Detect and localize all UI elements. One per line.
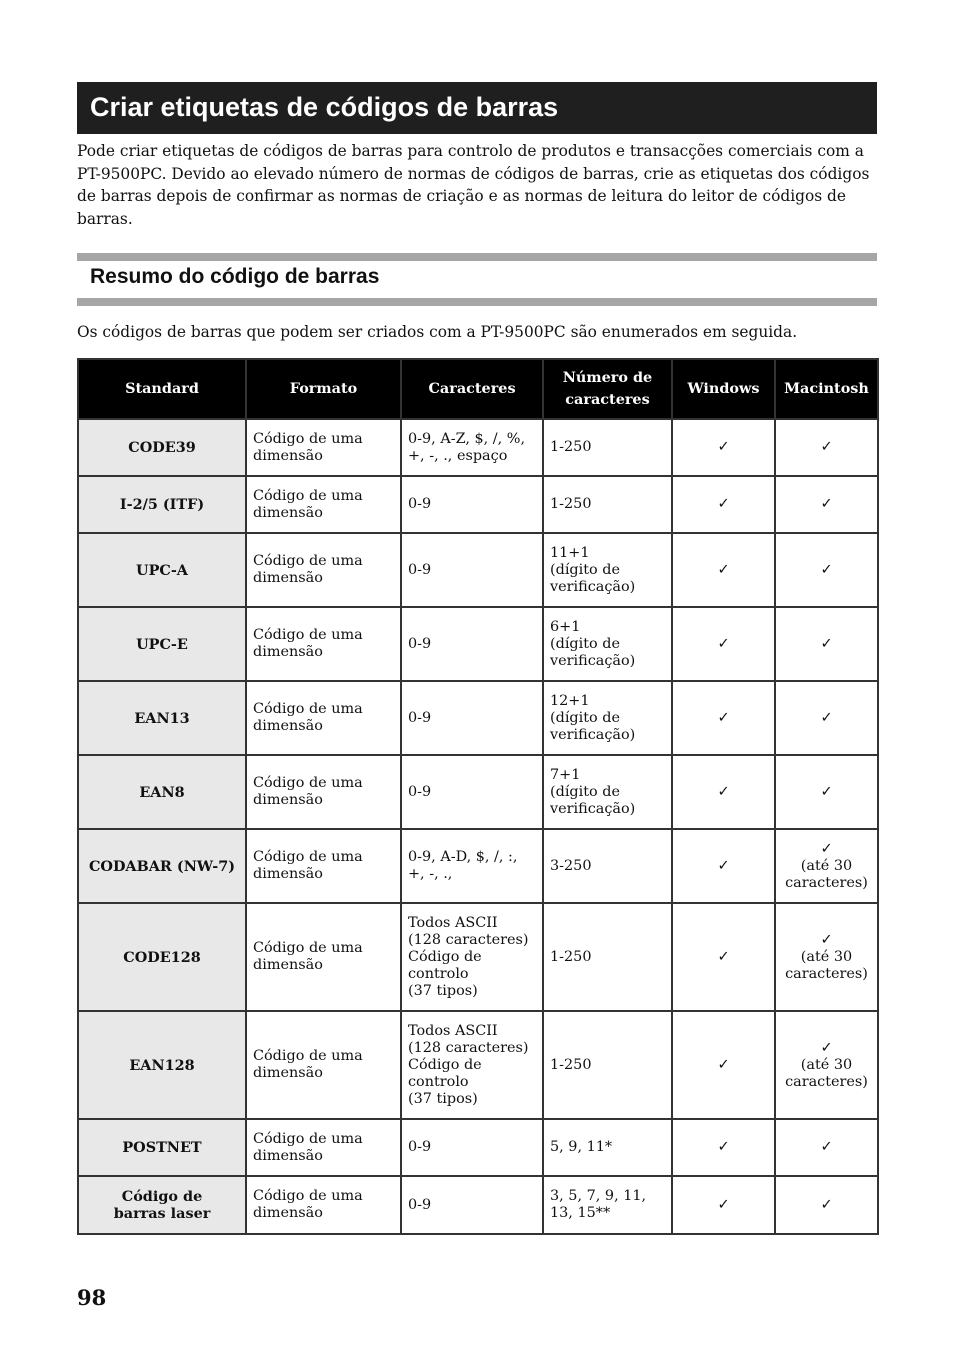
table-row xyxy=(78,607,878,681)
cell-standard: UPC-E xyxy=(78,607,246,681)
header-macintosh: Macintosh xyxy=(775,359,878,419)
cell-char-count: 7+1 (dígito de verificação) xyxy=(543,755,672,829)
header-characters: Caracteres xyxy=(401,359,543,419)
cell-format: Código de uma dimensão xyxy=(246,681,401,755)
cell-characters: 0-9 xyxy=(401,476,543,533)
cell-mac-check: ✓ xyxy=(775,419,878,476)
cell-characters: 0-9 xyxy=(401,607,543,681)
cell-mac-check: ✓ xyxy=(775,681,878,755)
cell-mac-check: ✓ xyxy=(775,476,878,533)
table-row xyxy=(78,1176,878,1234)
page-number: 98 xyxy=(77,1285,107,1310)
cell-mac-check: ✓ xyxy=(775,1176,878,1234)
cell-char-count: 12+1 (dígito de verificação) xyxy=(543,681,672,755)
cell-standard: EAN13 xyxy=(78,681,246,755)
table-row xyxy=(78,903,878,1011)
barcode-table xyxy=(77,358,879,1235)
cell-characters: Todos ASCII (128 caracteres) Código de controlo (37 tipos) xyxy=(401,903,543,1011)
cell-format: Código de uma dimensão xyxy=(246,829,401,903)
cell-characters: 0-9 xyxy=(401,755,543,829)
cell-mac-check: ✓ (até 30 caracteres) xyxy=(775,829,878,903)
header-standard: Standard xyxy=(78,359,246,419)
cell-standard: EAN128 xyxy=(78,1011,246,1119)
cell-mac-check: ✓ (até 30 caracteres) xyxy=(775,903,878,1011)
cell-characters: 0-9 xyxy=(401,1176,543,1234)
header-char-count: Número de caracteres xyxy=(543,359,672,419)
cell-char-count: 1-250 xyxy=(543,903,672,1011)
cell-windows-check: ✓ xyxy=(672,681,775,755)
cell-mac-check: ✓ xyxy=(775,1119,878,1176)
cell-standard: POSTNET xyxy=(78,1119,246,1176)
cell-characters: 0-9 xyxy=(401,533,543,607)
cell-char-count: 11+1 (dígito de verificação) xyxy=(543,533,672,607)
cell-windows-check: ✓ xyxy=(672,533,775,607)
cell-format: Código de uma dimensão xyxy=(246,1176,401,1234)
cell-windows-check: ✓ xyxy=(672,419,775,476)
cell-windows-check: ✓ xyxy=(672,903,775,1011)
cell-standard: CODE39 xyxy=(78,419,246,476)
cell-mac-check: ✓ (até 30 caracteres) xyxy=(775,1011,878,1119)
header-format: Formato xyxy=(246,359,401,419)
cell-mac-check: ✓ xyxy=(775,755,878,829)
cell-standard: Código de barras laser xyxy=(78,1176,246,1234)
cell-format: Código de uma dimensão xyxy=(246,533,401,607)
cell-mac-check: ✓ xyxy=(775,533,878,607)
cell-characters: 0-9, A-D, $, /, :, +, -, ., xyxy=(401,829,543,903)
cell-format: Código de uma dimensão xyxy=(246,1119,401,1176)
cell-windows-check: ✓ xyxy=(672,1011,775,1119)
cell-char-count: 1-250 xyxy=(543,1011,672,1119)
table-row xyxy=(78,681,878,755)
table-row xyxy=(78,1119,878,1176)
page-title: Criar etiquetas de códigos de barras xyxy=(77,82,877,134)
cell-mac-check: ✓ xyxy=(775,607,878,681)
cell-windows-check: ✓ xyxy=(672,755,775,829)
section-lead: Os códigos de barras que podem ser criados com a PT-9500PC são enumerados em seguida. xyxy=(77,323,798,341)
section-title: Resumo do código de barras xyxy=(90,265,380,288)
table-row xyxy=(78,755,878,829)
cell-char-count: 3, 5, 7, 9, 11, 13, 15** xyxy=(543,1176,672,1234)
header-windows: Windows xyxy=(672,359,775,419)
cell-characters: 0-9 xyxy=(401,1119,543,1176)
cell-windows-check: ✓ xyxy=(672,829,775,903)
cell-format: Código de uma dimensão xyxy=(246,903,401,1011)
section-rule-top xyxy=(77,253,877,261)
cell-standard: UPC-A xyxy=(78,533,246,607)
section-rule-bottom xyxy=(77,298,877,306)
cell-format: Código de uma dimensão xyxy=(246,419,401,476)
table-row xyxy=(78,419,878,476)
cell-characters: 0-9, A-Z, $, /, %, +, -, ., espaço xyxy=(401,419,543,476)
cell-windows-check: ✓ xyxy=(672,1119,775,1176)
cell-format: Código de uma dimensão xyxy=(246,476,401,533)
cell-standard: I-2/5 (ITF) xyxy=(78,476,246,533)
table-row xyxy=(78,476,878,533)
cell-char-count: 6+1 (dígito de verificação) xyxy=(543,607,672,681)
cell-windows-check: ✓ xyxy=(672,476,775,533)
cell-char-count: 3-250 xyxy=(543,829,672,903)
table-row xyxy=(78,533,878,607)
cell-char-count: 1-250 xyxy=(543,476,672,533)
intro-paragraph: Pode criar etiquetas de códigos de barras para controlo de produtos e transacções comerciais com a PT-9500PC. Devido ao elevado número de normas de códigos de barras, crie as etiquetas dos códigos de barras depois de confirmar as normas de criação e as normas de leitura do leitor de códigos de barras. xyxy=(77,142,870,228)
cell-characters: Todos ASCII (128 caracteres) Código de controlo (37 tipos) xyxy=(401,1011,543,1119)
table-row xyxy=(78,1011,878,1119)
cell-format: Código de uma dimensão xyxy=(246,755,401,829)
cell-windows-check: ✓ xyxy=(672,1176,775,1234)
table-row xyxy=(78,829,878,903)
cell-char-count: 5, 9, 11* xyxy=(543,1119,672,1176)
cell-format: Código de uma dimensão xyxy=(246,1011,401,1119)
cell-standard: EAN8 xyxy=(78,755,246,829)
cell-char-count: 1-250 xyxy=(543,419,672,476)
cell-format: Código de uma dimensão xyxy=(246,607,401,681)
cell-standard: CODABAR (NW-7) xyxy=(78,829,246,903)
cell-windows-check: ✓ xyxy=(672,607,775,681)
table-header-row xyxy=(78,359,878,419)
cell-characters: 0-9 xyxy=(401,681,543,755)
cell-standard: CODE128 xyxy=(78,903,246,1011)
